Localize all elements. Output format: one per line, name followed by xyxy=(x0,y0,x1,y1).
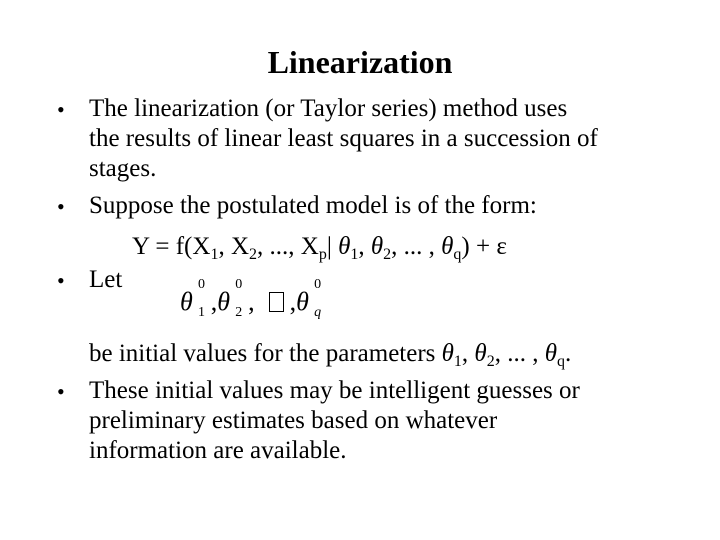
bullet-marker: • xyxy=(57,194,65,219)
bullet-1-line-3: stages. xyxy=(89,155,157,182)
bullet-3-line-1: Let xyxy=(89,266,123,293)
bullet-4-line-1: These initial values may be intelligent guesses or xyxy=(89,377,580,404)
theta-initial-values-equation: θ 0 1 ,θ 0 2 , ,θ 0 q xyxy=(180,277,322,320)
theta-1-0: θ 0 1 xyxy=(180,277,205,320)
theta-2-0: θ 0 2 xyxy=(217,277,243,320)
missing-glyph-box xyxy=(269,292,284,312)
bullet-4-line-3: information are available. xyxy=(89,437,347,464)
bullet-marker: • xyxy=(57,268,65,293)
bullet-2-line-1: Suppose the postulated model is of the form: xyxy=(89,192,537,219)
model-formula: $Y = f(X_1$, $X_2$, ..., $X_p|$ $\theta_1$, $\theta_2$, ... , $\theta_q) + \varepsilon$ xyxy=(132,233,507,263)
bullet-marker: • xyxy=(57,97,65,122)
bullet-1-line-1: The linearization (or Taylor series) method uses xyxy=(89,95,568,122)
bullet-3-text xyxy=(89,265,689,295)
theta-q-0: θ 0 q xyxy=(296,277,322,320)
bullet-4-text xyxy=(89,376,689,466)
initial-values-text: be initial values for the parameters $\theta_1$, $\theta_2$, ... , $\theta_q$. xyxy=(89,340,572,370)
bullet-1-text xyxy=(89,94,689,184)
bullet-1-line-2: the results of linear least squares in a succession of xyxy=(89,125,598,152)
bullet-2-text xyxy=(89,191,689,221)
slide-title: Linearization xyxy=(267,44,453,80)
bullet-marker: • xyxy=(57,379,65,404)
bullet-4-line-2: preliminary estimates based on whatever xyxy=(89,407,498,434)
